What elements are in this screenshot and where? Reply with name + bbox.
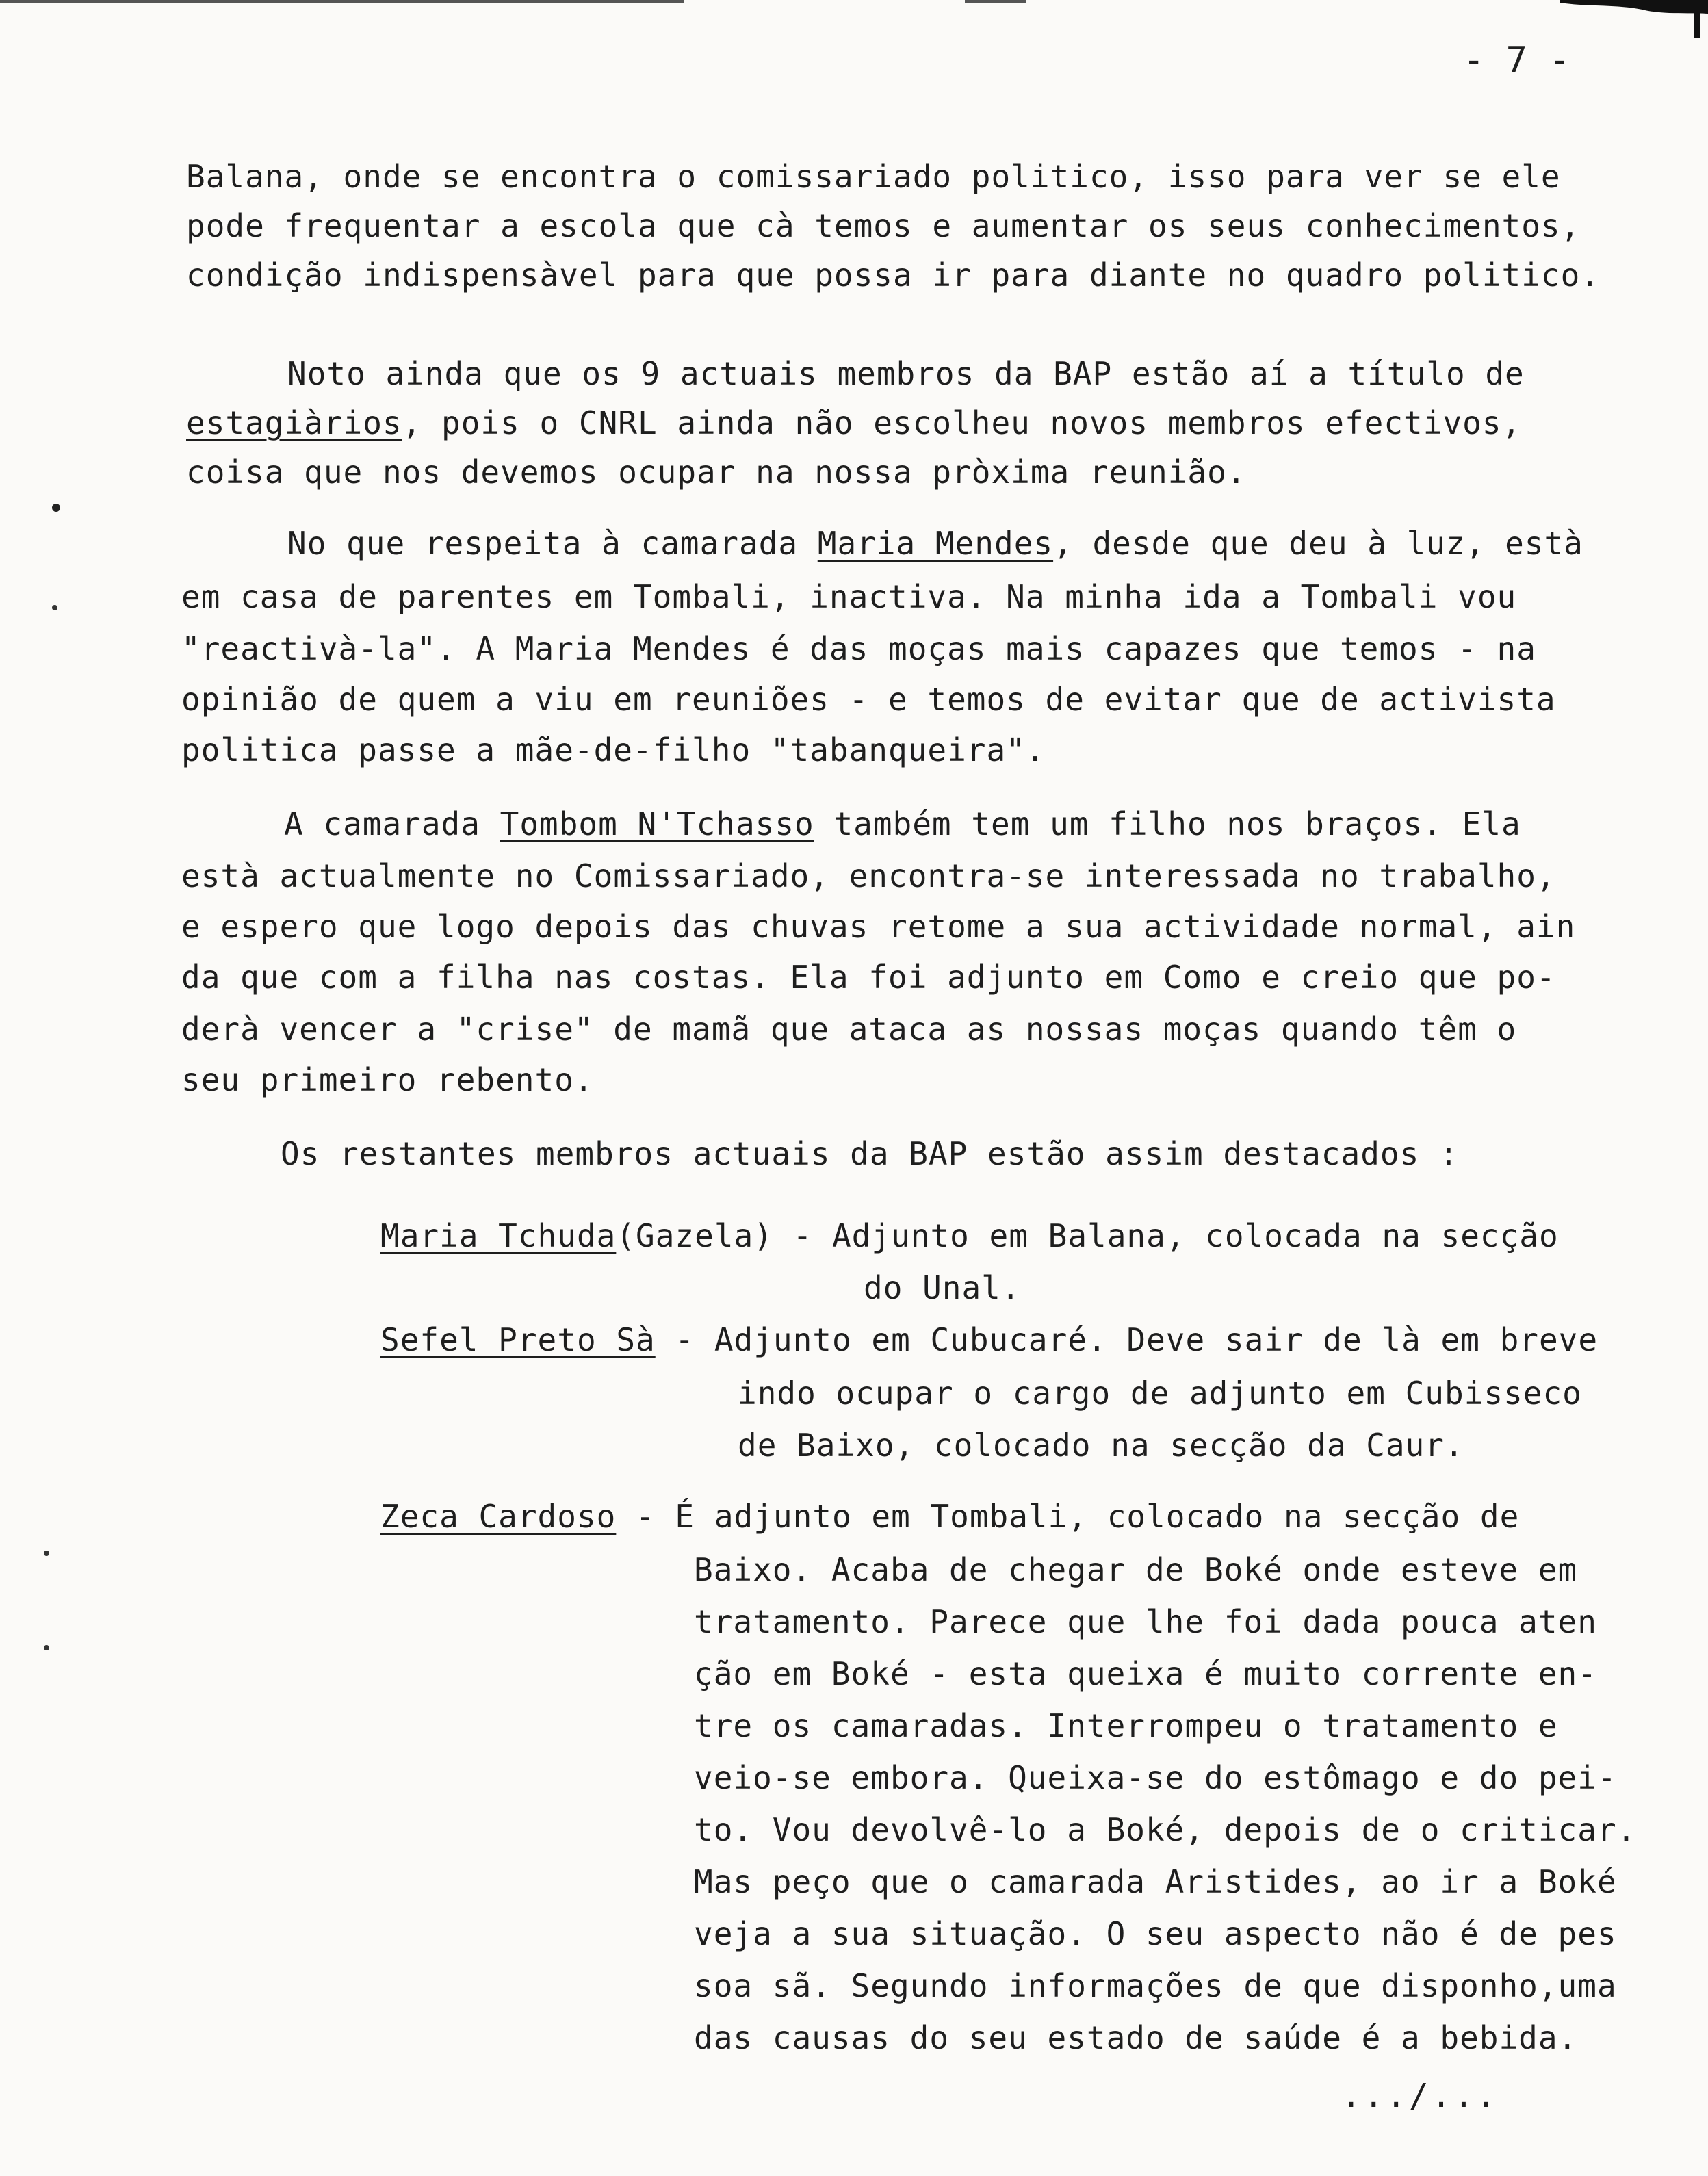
member-name: Maria Tchuda: [380, 1217, 617, 1254]
page-number: - 7 -: [1463, 40, 1570, 81]
text-line: Os restantes membros actuais da BAP estão assim destacados :: [281, 1135, 1459, 1172]
text-segment: - Adjunto em Balana, colocada na secção: [773, 1217, 1559, 1254]
text-line: e espero que logo depois das chuvas retome a sua actividade normal, ain: [181, 908, 1576, 945]
text-line: politica passe a mãe-de-filho "tabanqueira".: [181, 731, 1046, 768]
text-line: [284, 799, 1521, 849]
text-line: condição indispensàvel para que possa ir para diante no quadro politico.: [186, 257, 1600, 294]
text-line: soa sã. Segundo informações de que disponho,uma: [694, 1967, 1617, 2004]
left-margin-dot: [51, 604, 59, 612]
text-line: das causas do seu estado de saúde é a bebida.: [694, 2019, 1578, 2056]
left-margin-dot: [42, 1549, 51, 1557]
scan-edge-line: [965, 0, 1026, 3]
text-line: està actualmente no Comissariado, encontra-se interessada no trabalho,: [181, 857, 1556, 894]
member-entry: [380, 1315, 1598, 1364]
member-entry: [380, 1211, 1559, 1260]
text-line: [287, 519, 1583, 568]
text-line: veja a sua situação. O seu aspecto não é de pes: [694, 1915, 1617, 1952]
text-line: tratamento. Parece que lhe foi dada pouca aten: [694, 1603, 1597, 1640]
text-segment: , desde que deu à luz, està: [1053, 525, 1583, 562]
text-line: Mas peço que o camarada Aristides, ao ir a Boké: [694, 1863, 1617, 1900]
text-line: to. Vou devolvê-lo a Boké, depois de o criticar.: [694, 1811, 1637, 1848]
underlined-name: Tombom N'Tchasso: [500, 805, 814, 842]
text-line: em casa de parentes em Tombali, inactiva. Na minha ida a Tombali vou: [181, 578, 1517, 615]
text-line: Noto ainda que os 9 actuais membros da BAP estão aí a título de: [287, 355, 1525, 392]
text-line: veio-se embora. Queixa-se do estômago e do pei-: [694, 1759, 1617, 1796]
member-entry: [380, 1492, 1519, 1541]
text-line: Balana, onde se encontra o comissariado politico, isso para ver se ele: [186, 158, 1561, 195]
text-segment: No que respeita à camarada: [287, 525, 818, 562]
continuation-mark: .../...: [1341, 2077, 1499, 2115]
underlined-name: Maria Mendes: [817, 525, 1054, 562]
text-line: pode frequentar a escola que cà temos e aumentar os seus conhecimentos,: [186, 207, 1581, 244]
text-line: "reactivà-la". A Maria Mendes é das moças mais capazes que temos - na: [181, 630, 1536, 667]
member-name: Zeca Cardoso: [380, 1498, 617, 1535]
text-line: derà vencer a "crise" de mamã que ataca as nossas moças quando têm o: [181, 1011, 1517, 1048]
text-line: [186, 398, 1521, 448]
member-alias: (Gazela): [616, 1217, 773, 1254]
left-margin-dot: [42, 1644, 51, 1652]
underlined-term: estagiàrios: [186, 404, 402, 441]
member-name: Sefel Preto Sà: [380, 1321, 656, 1358]
text-line: ção em Boké - esta queixa é muito corrente en-: [694, 1655, 1597, 1692]
text-segment: A camarada: [284, 805, 500, 842]
text-line: opinião de quem a viu em reuniões - e temos de evitar que de activista: [181, 681, 1556, 718]
ink-blot-mark: [1560, 0, 1708, 41]
text-line: Baixo. Acaba de chegar de Boké onde esteve em: [694, 1551, 1578, 1588]
text-segment: , pois o CNRL ainda não escolheu novos membros efectivos,: [402, 404, 1522, 441]
text-line: seu primeiro rebento.: [181, 1061, 594, 1098]
text-line: tre os camaradas. Interrompeu o tratamento e: [694, 1707, 1558, 1744]
text-line: indo ocupar o cargo de adjunto em Cubisseco: [738, 1375, 1582, 1412]
text-line: de Baixo, colocado na secção da Caur.: [738, 1427, 1464, 1464]
scan-edge-line: [0, 0, 684, 3]
text-segment: - Adjunto em Cubucaré. Deve sair de là em breve: [655, 1321, 1599, 1358]
text-line: coisa que nos devemos ocupar na nossa pròxima reunião.: [186, 454, 1247, 491]
text-segment: - É adjunto em Tombali, colocado na secção de: [616, 1498, 1520, 1535]
left-margin-dot: [51, 502, 62, 513]
text-segment: também tem um filho nos braços. Ela: [814, 805, 1521, 842]
text-line: da que com a filha nas costas. Ela foi adjunto em Como e creio que po-: [181, 959, 1556, 996]
text-line: do Unal.: [864, 1269, 1021, 1306]
